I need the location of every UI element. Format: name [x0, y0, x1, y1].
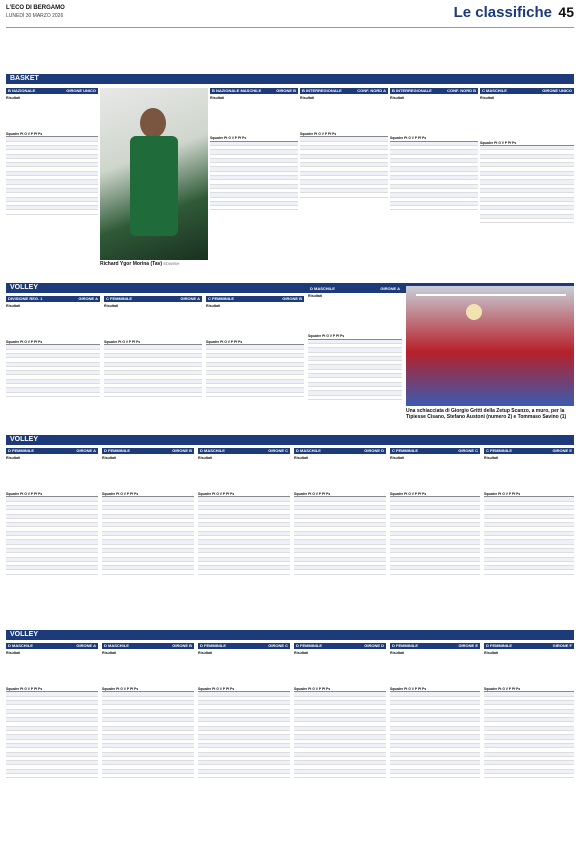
volley-mid-3: D MASCHILE GIRONE C Risultati Squadre Pt G V P Pf Ps	[198, 448, 290, 620]
volley-top-2: C FEMMINILE GIRONE A Risultati Squadre Pt G V P Pf Ps	[104, 296, 202, 421]
basket-b-interregionale-b: B INTERREGIONALE CONF. NORD B Risultati Squadre Pt G V P Pf Ps	[390, 88, 478, 278]
results-label: Risultati	[6, 96, 21, 100]
standings-rows	[300, 137, 388, 197]
volley-bot-2: D MASCHILE GIRONE B Risultati Squadre Pt G V P Pf Ps	[102, 643, 194, 843]
volley-bot-4: D FEMMINILE GIRONE D Risultati Squadre Pt G V P Pf Ps	[294, 643, 386, 843]
basketball-player-photo	[100, 88, 208, 260]
volley-top-3: C FEMMINILE GIRONE B Risultati Squadre Pt G V P Pf Ps	[206, 296, 304, 421]
standings-rows	[480, 146, 574, 223]
table-header: C MASCHILE GIRONE UNICO	[482, 88, 572, 93]
table-header: B NAZIONALE GIRONE UNICO	[8, 88, 96, 93]
masthead	[6, 2, 574, 28]
volley-mid-4: D MASCHILE GIRONE D Risultati Squadre Pt G V P Pf Ps	[294, 448, 386, 620]
volley-top-1: DIVISIONE REG. 1 GIRONE A Risultati Squadre Pt G V P Pf Ps	[6, 296, 100, 421]
publication-date: LUNEDÌ 30 MARZO 2026	[6, 13, 64, 19]
volleyball-action-photo	[406, 286, 574, 406]
volley-mid-2: D FEMMINILE GIRONE B Risultati Squadre Pt G V P Pf Ps	[102, 448, 194, 620]
standings-rows	[6, 137, 98, 214]
basket-b-nazionale	[6, 88, 98, 263]
volley-section-bar-2: VOLLEY	[6, 435, 574, 445]
page-number: 45	[558, 4, 574, 20]
volley-mid-1: D FEMMINILE GIRONE A Risultati Squadre Pt G V P Pf Ps	[6, 448, 98, 620]
volley-section-bar-3: VOLLEY	[6, 630, 574, 640]
standings-header: Squadre Pt G V P Pf Ps	[6, 132, 98, 137]
table-header: B NAZIONALE MASCHILE GIRONE B	[212, 88, 296, 93]
volley-mid-6: C FEMMINILE GIRONE E Risultati Squadre Pt G V P Pf Ps	[484, 448, 574, 620]
basket-b-interregionale-a: B INTERREGIONALE CONF. NORD A Risultati Squadre Pt G V P Pf Ps	[300, 88, 388, 228]
volley-bot-6: D FEMMINILE GIRONE F Risultati Squadre Pt G V P Pf Ps	[484, 643, 574, 843]
publication-name: L'ECO DI BERGAMO	[6, 5, 65, 11]
basket-photo-caption: Richard Ygor Morina (Tav) EDWISH	[100, 261, 180, 267]
basket-b-nazionale-maschile: B NAZIONALE MASCHILE GIRONE B Risultati Squadre Pt G V P Pf Ps	[210, 88, 298, 270]
table-header: B INTERREGIONALE CONF. NORD A	[302, 88, 386, 93]
standings-rows	[210, 142, 298, 211]
basket-c-maschile: C MASCHILE GIRONE UNICO Risultati Squadre Pt G V P Pf Ps	[480, 88, 574, 263]
basket-section-bar: BASKET	[6, 74, 574, 84]
standings-rows	[390, 142, 478, 211]
volley-top-4: D MASCHILE GIRONE A Risultati Squadre Pt G V P Pf Ps	[308, 286, 402, 431]
volley-bot-5: D FEMMINILE GIRONE E Risultati Squadre Pt G V P Pf Ps	[390, 643, 480, 843]
table-header: B INTERREGIONALE CONF. NORD B	[392, 88, 476, 93]
volley-section-bar: VOLLEY	[6, 283, 574, 293]
section-title: Le classifiche	[453, 4, 552, 21]
volley-bot-1: D MASCHILE GIRONE A Risultati Squadre Pt G V P Pf Ps	[6, 643, 98, 843]
volley-photo-caption: Una schiacciata di Giorgio Gritti della Zetup Scanzo, a muro, per la Tipiesse Cisano, Stefano Austoni (numero 2) e Tommaso Savino (1)	[406, 408, 567, 420]
volley-bot-3: D FEMMINILE GIRONE C Risultati Squadre Pt G V P Pf Ps	[198, 643, 290, 843]
volley-mid-5: C FEMMINILE GIRONE C Risultati Squadre Pt G V P Pf Ps	[390, 448, 480, 620]
